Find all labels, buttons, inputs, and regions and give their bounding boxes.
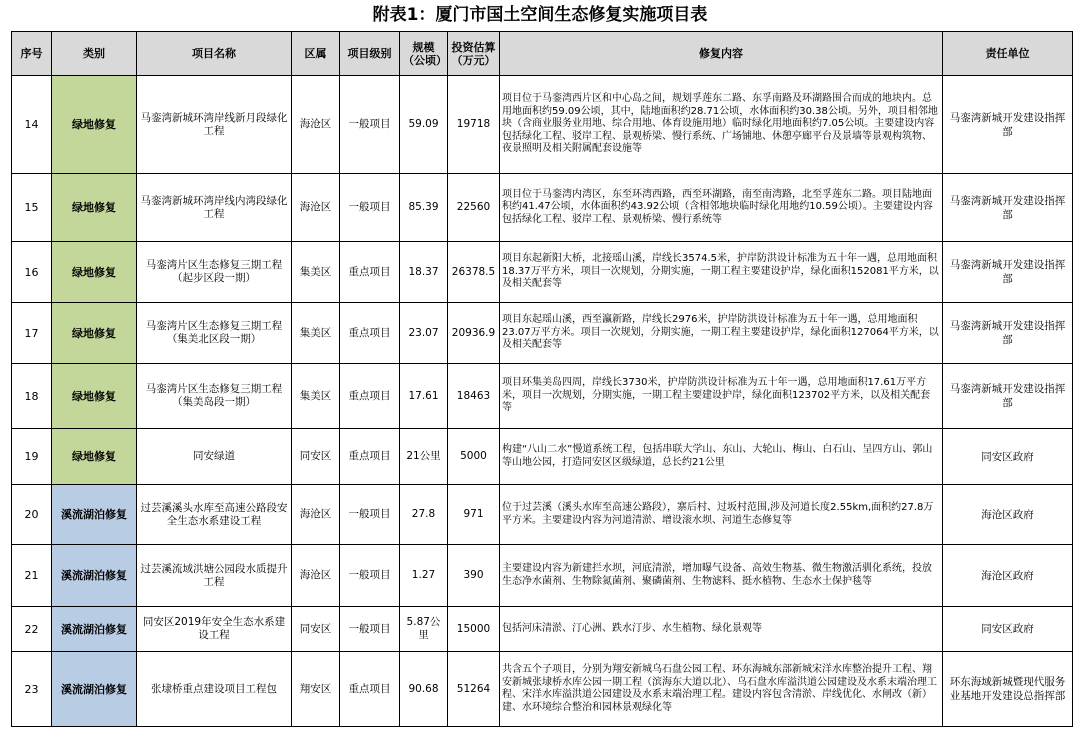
- cell-name: 同安区2019年安全生态水系建设工程: [137, 607, 292, 652]
- cell-scale: 21公里: [400, 429, 448, 485]
- table-row: [12, 429, 1073, 485]
- header-unit: 责任单位: [943, 32, 1073, 76]
- cell-scale: 23.07: [400, 303, 448, 364]
- cell-category: 溪流湖泊修复: [52, 545, 137, 607]
- cell-investment: 19718: [448, 76, 500, 174]
- cell-district: 海沧区: [292, 545, 340, 607]
- cell-seq: 23: [12, 652, 52, 727]
- table-row: [12, 174, 1073, 242]
- cell-district: 同安区: [292, 429, 340, 485]
- cell-scale: 90.68: [400, 652, 448, 727]
- cell-content: 项目位于马銮湾内湾区，东至环湾西路，西至环湖路，南至南湾路，北至孚莲东二路。项目陆地面积约41.47公顷，水体面积约43.92公顷（含相邻地块临时绿化用地约10.59公顷）。主要建设内容包括绿化工程、驳岸工程、景观桥梁、慢行系统等: [500, 174, 943, 242]
- cell-content: 主要建设内容为新建拦水坝，河底清淤，增加曝气设备、高效生物基、微生物激活驯化系统，投放生态净水菌剂、生物除氮菌剂、聚磷菌剂、生物滤料、挺水植物、生态水土保护毯等: [500, 545, 943, 607]
- cell-district: 集美区: [292, 242, 340, 303]
- cell-unit: 同安区政府: [943, 429, 1073, 485]
- cell-category: 绿地修复: [52, 303, 137, 364]
- cell-unit: 马銮湾新城开发建设指挥部: [943, 242, 1073, 303]
- cell-district: 同安区: [292, 607, 340, 652]
- cell-unit: 海沧区政府: [943, 545, 1073, 607]
- header-content: 修复内容: [500, 32, 943, 76]
- cell-content: 项目位于马銮湾西片区和中心岛之间，规划孚莲东二路、东孚南路及环湖路围合而成的地块内。总用地面积约59.09公顷，其中，陆地面积约28.71公顷，水体面积约30.38公顷。另外，项目相邻地块（含商业服务业用地、综合用地、体育设施用地）临时绿化用地面积约7.05公顷。主要建设内容包括绿化工程、驳岸工程、景观桥梁、慢行系统、广场铺地、休憩亭廊平台及景墙等景观构筑物、夜景照明及相关附属配套设施等: [500, 76, 943, 174]
- cell-category: 绿地修复: [52, 429, 137, 485]
- cell-seq: 22: [12, 607, 52, 652]
- cell-category: 绿地修复: [52, 242, 137, 303]
- cell-scale: 5.87公里: [400, 607, 448, 652]
- cell-level: 重点项目: [340, 429, 400, 485]
- cell-scale: 85.39: [400, 174, 448, 242]
- cell-scale: 18.37: [400, 242, 448, 303]
- cell-unit: 环东海域新城暨现代服务业基地开发建设总指挥部: [943, 652, 1073, 727]
- cell-content: 项目环集美岛四周，岸线长3730米，护岸防洪设计标准为五十年一遇，总用地面积17.61万平方米，项目一次规划，分期实施，一期工程主要建设护岸，绿化面积123702平方米，以及相关配套等: [500, 364, 943, 429]
- cell-category: 绿地修复: [52, 76, 137, 174]
- table-row: [12, 485, 1073, 545]
- cell-district: 集美区: [292, 303, 340, 364]
- cell-level: 一般项目: [340, 76, 400, 174]
- cell-content: 包括河床清淤、汀心洲、跌水汀步、水生植物、绿化景观等: [500, 607, 943, 652]
- cell-name: 马銮湾片区生态修复三期工程（集美岛段一期）: [137, 364, 292, 429]
- cell-category: 绿地修复: [52, 364, 137, 429]
- cell-unit: 海沧区政府: [943, 485, 1073, 545]
- cell-content: 项目东起瑶山溪，西至瀛新路，岸线长2976米，护岸防洪设计标准为五十年一遇，总用地面积23.07万平方米。项目一次规划，分期实施，一期工程主要建设护岸，绿化面积127064平方米，以及相关配套等: [500, 303, 943, 364]
- cell-name: 张埭桥重点建设项目工程包: [137, 652, 292, 727]
- header-investment: 投资估算（万元）: [448, 32, 500, 76]
- cell-content: 位于过芸溪（溪头水库至高速公路段），寨后村、过坂村范围,涉及河道长度2.55km,面积约27.8万平方米。主要建设内容为河道清淤、增设滚水坝、河道生态修复等: [500, 485, 943, 545]
- table-row: [12, 607, 1073, 652]
- cell-scale: 59.09: [400, 76, 448, 174]
- cell-investment: 971: [448, 485, 500, 545]
- cell-content: 项目东起新阳大桥，北接瑶山溪，岸线长3574.5米，护岸防洪设计标准为五十年一遇，总用地面积18.37万平方米，项目一次规划，分期实施，一期工程主要建设护岸，绿化面积152081平方米，以及相关配套等: [500, 242, 943, 303]
- header-category: 类别: [52, 32, 137, 76]
- cell-seq: 17: [12, 303, 52, 364]
- cell-investment: 20936.9: [448, 303, 500, 364]
- cell-investment: 15000: [448, 607, 500, 652]
- cell-investment: 22560: [448, 174, 500, 242]
- cell-seq: 21: [12, 545, 52, 607]
- project-table: [11, 31, 1073, 727]
- cell-content: 构建“八山二水”慢道系统工程，包括串联大学山、东山、大轮山、梅山、白石山、呈四方山、郭山等山地公园，打造同安区区级绿道，总长约21公里: [500, 429, 943, 485]
- table-row: [12, 303, 1073, 364]
- cell-scale: 27.8: [400, 485, 448, 545]
- cell-investment: 5000: [448, 429, 500, 485]
- cell-investment: 51264: [448, 652, 500, 727]
- cell-category: 溪流湖泊修复: [52, 652, 137, 727]
- table-row: [12, 242, 1073, 303]
- cell-name: 过芸溪溪头水库至高速公路段安全生态水系建设工程: [137, 485, 292, 545]
- cell-investment: 26378.5: [448, 242, 500, 303]
- cell-name: 马銮湾片区生态修复三期工程（集美北区段一期）: [137, 303, 292, 364]
- page-title: 附表1：厦门市国土空间生态修复实施项目表: [372, 5, 708, 25]
- cell-level: 一般项目: [340, 607, 400, 652]
- cell-level: 一般项目: [340, 174, 400, 242]
- cell-scale: 17.61: [400, 364, 448, 429]
- cell-name: 马銮湾片区生态修复三期工程（起步区段一期）: [137, 242, 292, 303]
- cell-unit: 马銮湾新城开发建设指挥部: [943, 303, 1073, 364]
- cell-unit: 同安区政府: [943, 607, 1073, 652]
- table-row: [12, 545, 1073, 607]
- cell-seq: 15: [12, 174, 52, 242]
- cell-level: 重点项目: [340, 242, 400, 303]
- cell-district: 集美区: [292, 364, 340, 429]
- cell-level: 重点项目: [340, 303, 400, 364]
- cell-scale: 1.27: [400, 545, 448, 607]
- cell-unit: 马銮湾新城开发建设指挥部: [943, 76, 1073, 174]
- header-name: 项目名称: [137, 32, 292, 76]
- cell-seq: 20: [12, 485, 52, 545]
- cell-name: 马銮湾新城环湾岸线新月段绿化工程: [137, 76, 292, 174]
- cell-name: 同安绿道: [137, 429, 292, 485]
- cell-level: 一般项目: [340, 545, 400, 607]
- cell-district: 海沧区: [292, 485, 340, 545]
- cell-name: 马銮湾新城环湾岸线内湾段绿化工程: [137, 174, 292, 242]
- header-seq: 序号: [12, 32, 52, 76]
- cell-category: 溪流湖泊修复: [52, 607, 137, 652]
- cell-seq: 18: [12, 364, 52, 429]
- cell-unit: 马銮湾新城开发建设指挥部: [943, 174, 1073, 242]
- table-row: [12, 652, 1073, 727]
- cell-category: 绿地修复: [52, 174, 137, 242]
- cell-level: 重点项目: [340, 652, 400, 727]
- cell-district: 翔安区: [292, 652, 340, 727]
- header-level: 项目级别: [340, 32, 400, 76]
- cell-category: 溪流湖泊修复: [52, 485, 137, 545]
- table-header-row: [12, 32, 1073, 76]
- cell-name: 过芸溪流域洪塘公园段水质提升工程: [137, 545, 292, 607]
- cell-content: 共含五个子项目，分别为翔安新城乌石盘公园工程、环东海城东部新城宋洋水库整治提升工程、翔安新城张埭桥水库公园一期工程（滨海东大道以北）、乌石盘水库溢洪道公园建设及水系末端治理工程、宋洋水库溢洪道公园建设及水系末端治理工程。建设内容包含清淤、岸线优化、水闸改（新）建、水环境综合整治和园林景观绿化等: [500, 652, 943, 727]
- cell-seq: 16: [12, 242, 52, 303]
- cell-seq: 14: [12, 76, 52, 174]
- cell-investment: 18463: [448, 364, 500, 429]
- cell-unit: 马銮湾新城开发建设指挥部: [943, 364, 1073, 429]
- cell-level: 重点项目: [340, 364, 400, 429]
- cell-district: 海沧区: [292, 76, 340, 174]
- cell-district: 海沧区: [292, 174, 340, 242]
- table-row: [12, 364, 1073, 429]
- header-district: 区属: [292, 32, 340, 76]
- table-row: [12, 76, 1073, 174]
- cell-seq: 19: [12, 429, 52, 485]
- cell-investment: 390: [448, 545, 500, 607]
- cell-level: 一般项目: [340, 485, 400, 545]
- header-scale: 规模（公顷）: [400, 32, 448, 76]
